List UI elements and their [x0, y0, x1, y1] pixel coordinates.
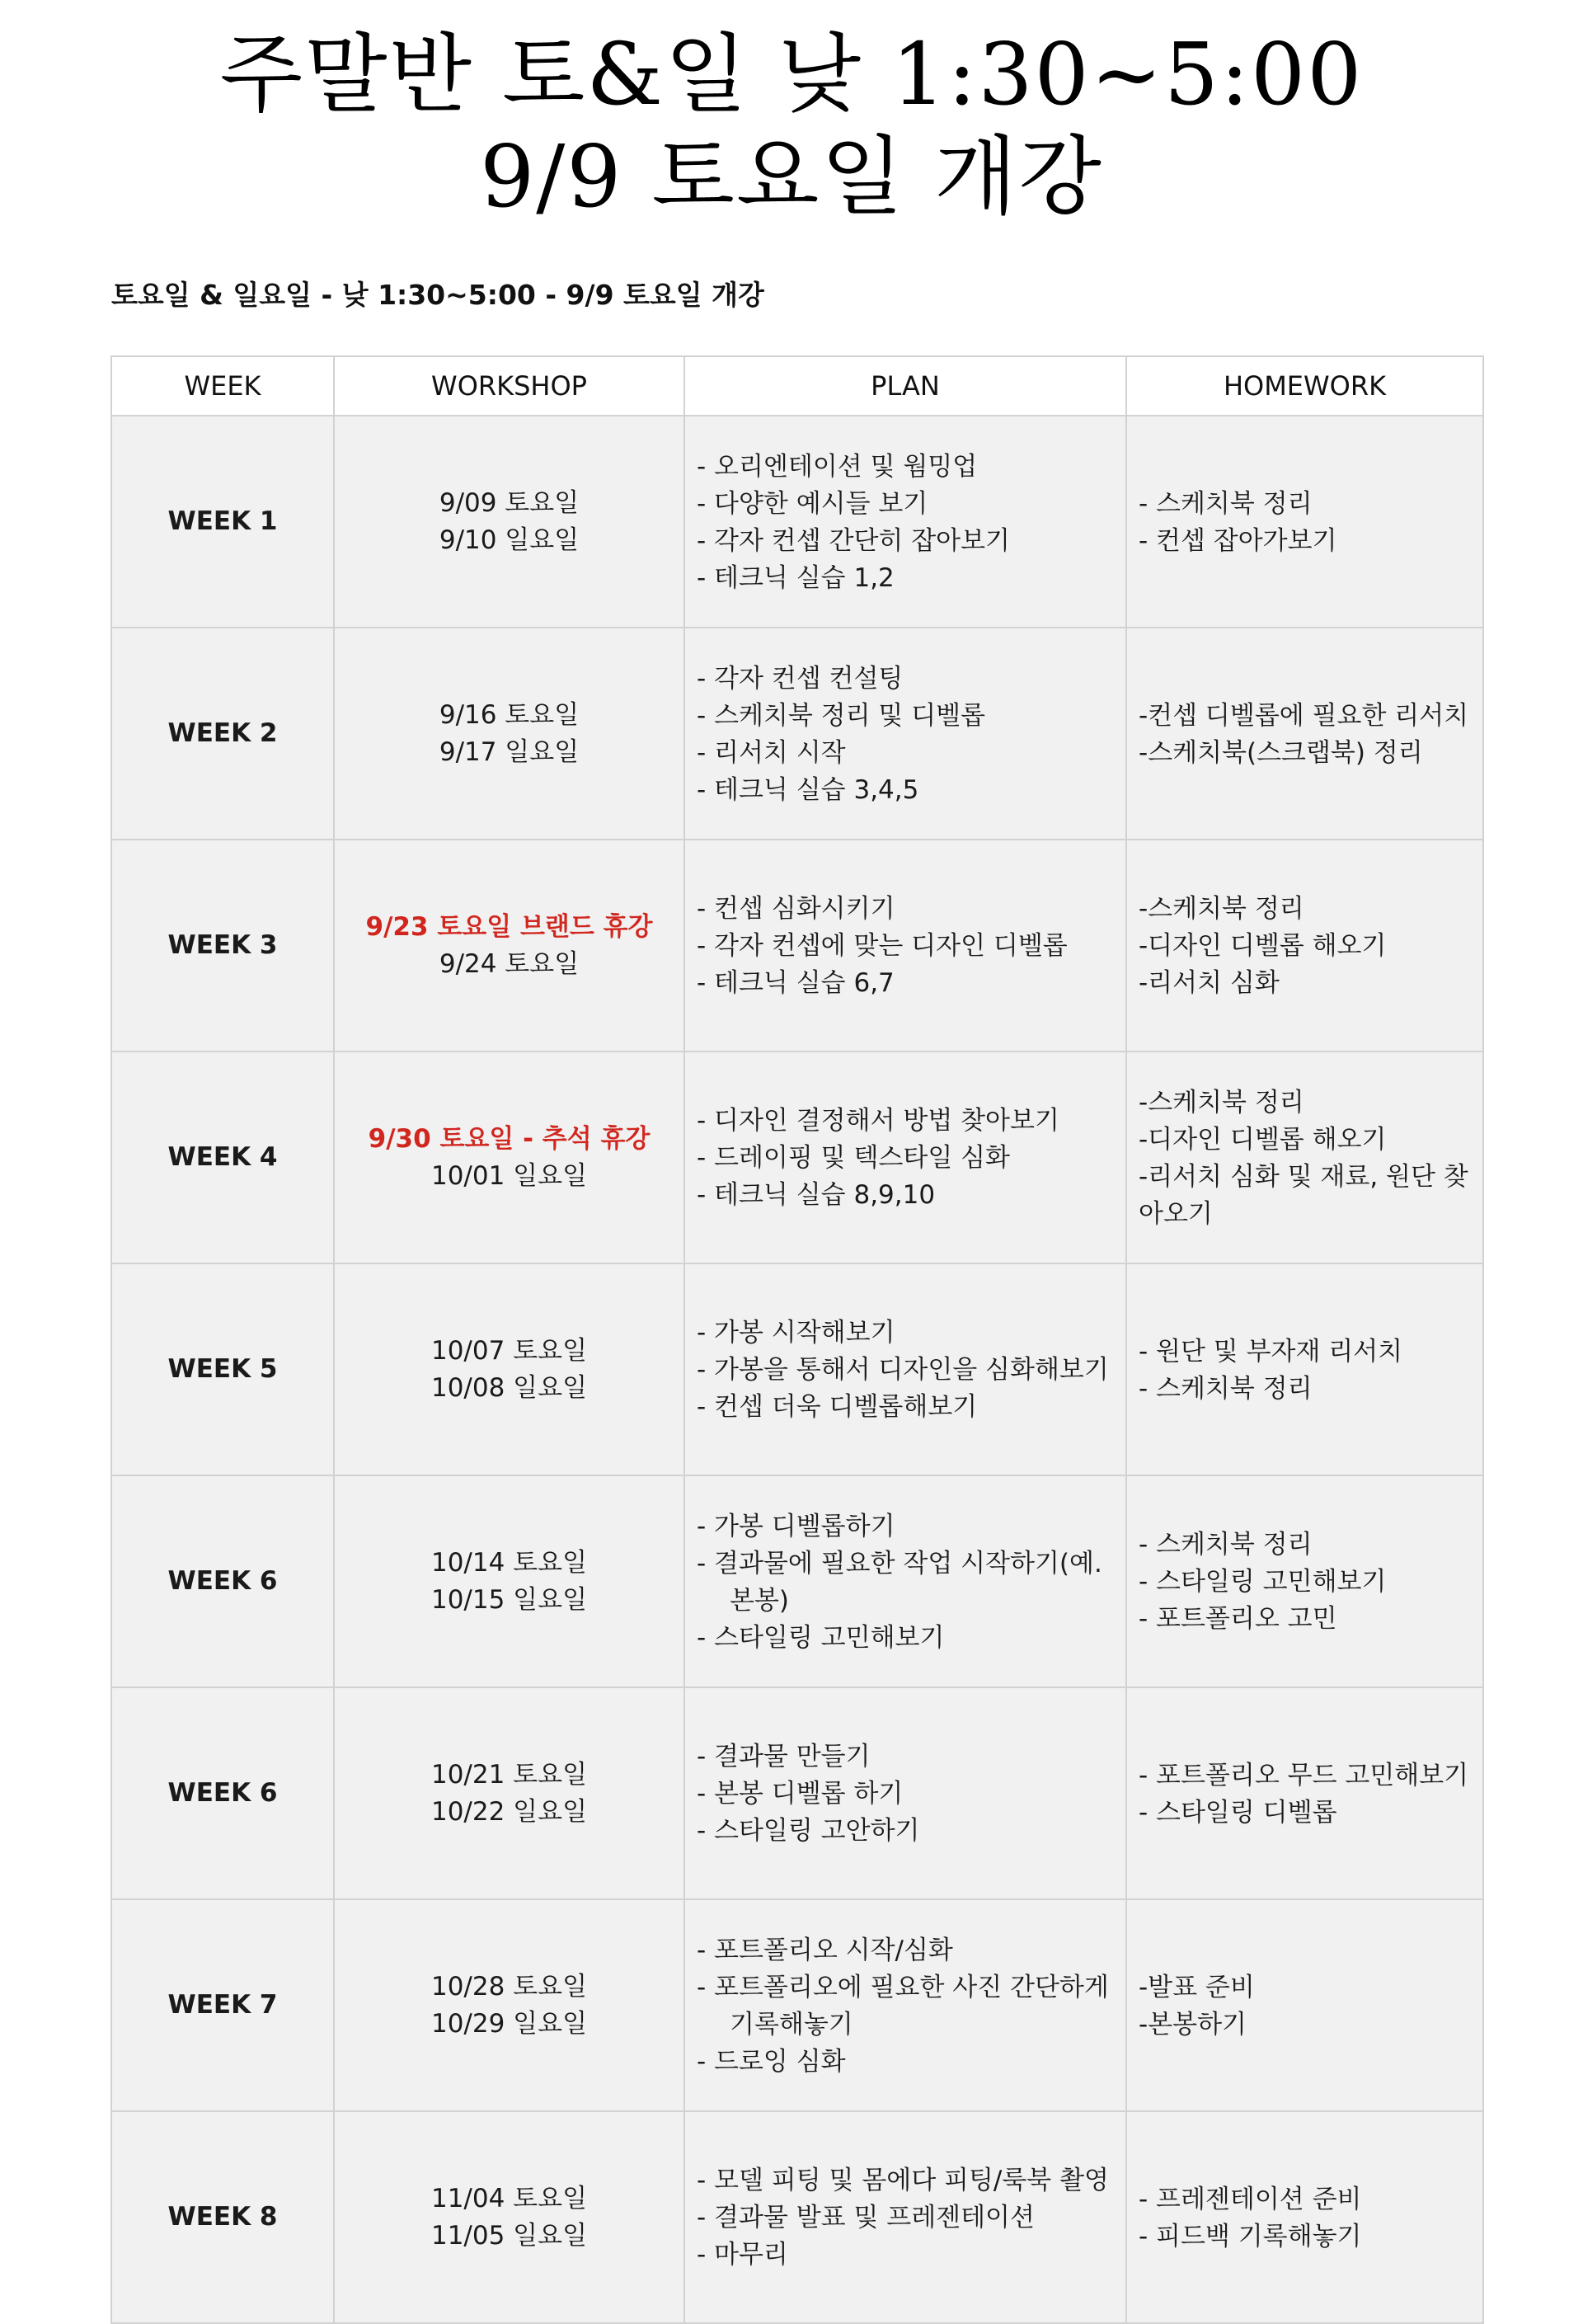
- workshop-date: 11/04 토요일: [430, 2183, 588, 2213]
- workshop-date: 10/21 토요일: [430, 1759, 588, 1790]
- plan-item: - 결과물에 필요한 작업 시작하기(예. 본봉): [697, 1548, 1102, 1616]
- plan-item: - 각자 컨셉 컨설팅: [697, 663, 904, 694]
- schedule-subtitle: 토요일 & 일요일 - 낮 1:30~5:00 - 9/9 토요일 개강: [111, 279, 764, 311]
- homework-item: - 스케치북 정리: [1139, 1373, 1313, 1404]
- workshop-cell: [334, 1475, 684, 1687]
- plan-cell: [684, 1475, 1126, 1687]
- plan-item: - 디자인 결정해서 방법 찾아보기: [697, 1106, 1059, 1136]
- workshop-date: 9/17 일요일: [439, 736, 580, 767]
- plan-item: - 오리엔테이션 및 웜밍업: [697, 451, 978, 482]
- workshop-date: 10/01 일요일: [430, 1160, 588, 1191]
- plan-item: - 본봉 디벨롭 하기: [697, 1779, 904, 1809]
- workshop-date: 9/09 토요일: [439, 487, 580, 518]
- table-row: [111, 2111, 1483, 2323]
- workshop-date: 10/14 토요일: [430, 1547, 588, 1578]
- plan-item: - 테크닉 실습 8,9,10: [697, 1180, 936, 1210]
- plan-cell: [684, 1263, 1126, 1475]
- workshop-date: 11/05 일요일: [430, 2220, 588, 2251]
- plan-item: - 스타일링 고안하기: [697, 1816, 920, 1846]
- table-row: [111, 416, 1483, 628]
- table-row: [111, 1051, 1483, 1263]
- homework-item: - 스타일링 디벨롭: [1139, 1797, 1337, 1828]
- workshop-cell: [334, 1687, 684, 1899]
- plan-item: - 가봉 디벨롭하기: [697, 1511, 895, 1541]
- homework-item: -컨셉 디벨롭에 필요한 리서치: [1139, 700, 1469, 731]
- workshop-cell: [334, 416, 684, 628]
- homework-item: -스케치북 정리: [1139, 1087, 1304, 1117]
- workshop-cell: [334, 628, 684, 840]
- homework-cell: [1126, 1687, 1483, 1899]
- week-cell: WEEK 5: [111, 1263, 334, 1475]
- homework-item: - 컨셉 잡아가보기: [1139, 525, 1337, 556]
- homework-item: - 스타일링 고민해보기: [1139, 1567, 1387, 1597]
- table-header-row: [111, 356, 1483, 416]
- homework-item: -디자인 디벨롭 해오기: [1139, 931, 1387, 961]
- plan-cell: [684, 2111, 1126, 2323]
- header-plan: PLAN: [684, 356, 1126, 416]
- plan-item: - 드레이핑 및 텍스타일 심화: [697, 1143, 1011, 1173]
- plan-cell: [684, 628, 1126, 840]
- homework-cell: [1126, 1475, 1483, 1687]
- plan-cell: [684, 1051, 1126, 1263]
- plan-item: - 테크닉 실습 1,2: [697, 562, 895, 593]
- plan-cell: [684, 1899, 1126, 2111]
- page-title: [0, 23, 1583, 228]
- plan-item: - 드로잉 심화: [697, 2046, 846, 2077]
- workshop-date: 10/28 토요일: [430, 1971, 588, 2002]
- homework-item: - 프레젠테이션 준비: [1139, 2184, 1362, 2214]
- week-cell: WEEK 6: [111, 1687, 334, 1899]
- homework-cell: [1126, 416, 1483, 628]
- homework-cell: [1126, 1051, 1483, 1263]
- workshop-date: 9/10 일요일: [439, 525, 580, 555]
- plan-item: - 가봉 시작해보기: [697, 1318, 895, 1348]
- plan-item: - 스케치북 정리 및 디벨롭: [697, 700, 986, 731]
- homework-item: -리서치 심화 및 재료, 원단 찾아오기: [1139, 1161, 1468, 1229]
- workshop-date: 9/16 토요일: [439, 699, 580, 730]
- homework-item: -디자인 디벨롭 해오기: [1139, 1124, 1387, 1155]
- workshop-date: 10/07 토요일: [430, 1335, 588, 1366]
- plan-item: - 다양한 예시들 보기: [697, 488, 928, 519]
- workshop-cell: [334, 1263, 684, 1475]
- table-row: [111, 1475, 1483, 1687]
- workshop-date: 10/29 일요일: [430, 2008, 588, 2039]
- plan-item: - 컨셉 심화시키기: [697, 894, 895, 924]
- plan-item: - 리서치 시작: [697, 737, 846, 768]
- table-row: [111, 1263, 1483, 1475]
- homework-item: -발표 준비: [1139, 1972, 1255, 2002]
- workshop-date: 10/22 일요일: [430, 1796, 588, 1827]
- homework-item: - 포트폴리오 고민: [1139, 1604, 1337, 1634]
- homework-item: - 스케치북 정리: [1139, 488, 1313, 519]
- workshop-cell: [334, 1899, 684, 2111]
- plan-item: - 결과물 발표 및 프레젠테이션: [697, 2203, 1035, 2232]
- homework-item: - 피드백 기록해놓기: [1139, 2221, 1362, 2251]
- week-cell: WEEK 2: [111, 628, 334, 840]
- plan-item: - 테크닉 실습 3,4,5: [697, 774, 919, 805]
- week-cell: WEEK 3: [111, 840, 334, 1051]
- plan-item: - 가봉을 통해서 디자인을 심화해보기: [697, 1355, 1109, 1385]
- workshop-cell: [334, 2111, 684, 2323]
- table-row: [111, 1899, 1483, 2111]
- workshop-cell: [334, 1051, 684, 1263]
- plan-item: - 각자 컨셉 간단히 잡아보기: [697, 525, 1011, 556]
- holiday-notice: 9/23 토요일 브랜드 휴강: [365, 911, 653, 942]
- homework-item: -스케치북 정리: [1139, 894, 1304, 924]
- table-row: [111, 1687, 1483, 1899]
- header-week: WEEK: [111, 356, 334, 416]
- homework-item: - 스케치북 정리: [1139, 1530, 1313, 1560]
- plan-item: - 결과물 만들기: [697, 1742, 871, 1771]
- plan-cell: [684, 416, 1126, 628]
- workshop-date: 10/15 일요일: [430, 1584, 588, 1615]
- header-homework: HOMEWORK: [1126, 356, 1483, 416]
- plan-cell: [684, 840, 1126, 1051]
- header-workshop: WORKSHOP: [334, 356, 684, 416]
- plan-item: - 포트폴리오 시작/심화: [697, 1935, 953, 1965]
- week-cell: WEEK 1: [111, 416, 334, 628]
- homework-cell: [1126, 840, 1483, 1051]
- homework-cell: [1126, 1263, 1483, 1475]
- homework-item: - 포트폴리오 무드 고민해보기: [1139, 1760, 1469, 1790]
- plan-cell: [684, 1687, 1126, 1899]
- homework-item: -리서치 심화: [1139, 968, 1280, 998]
- plan-item: - 모델 피팅 및 몸에다 피팅/룩북 촬영: [697, 2166, 1109, 2195]
- holiday-notice: 9/30 토요일 - 추석 휴강: [368, 1123, 651, 1154]
- homework-cell: [1126, 2111, 1483, 2323]
- plan-item: - 포트폴리오에 필요한 사진 간단하게 기록해놓기: [697, 1972, 1109, 2039]
- workshop-date: 10/08 일요일: [430, 1372, 588, 1403]
- homework-cell: [1126, 628, 1483, 840]
- title-line-1: 주말반 토&일 낮 1:30~5:00: [219, 24, 1364, 125]
- plan-item: - 컨셉 더욱 디벨롭해보기: [697, 1392, 978, 1422]
- schedule-table: [110, 355, 1484, 2324]
- workshop-date: 9/24 토요일: [439, 948, 580, 979]
- homework-item: -스케치북(스크랩북) 정리: [1139, 737, 1423, 768]
- homework-item: -본봉하기: [1139, 2009, 1247, 2039]
- table-row: [111, 840, 1483, 1051]
- plan-item: - 마무리: [697, 2240, 788, 2270]
- week-cell: WEEK 8: [111, 2111, 334, 2323]
- week-cell: WEEK 7: [111, 1899, 334, 2111]
- plan-item: - 각자 컨셉에 맞는 디자인 디벨롭: [697, 931, 1068, 961]
- workshop-cell: [334, 840, 684, 1051]
- title-line-2: 9/9 토요일 개강: [480, 126, 1103, 227]
- week-cell: WEEK 4: [111, 1051, 334, 1263]
- week-cell: WEEK 6: [111, 1475, 334, 1687]
- plan-item: - 테크닉 실습 6,7: [697, 968, 895, 998]
- plan-item: - 스타일링 고민해보기: [697, 1622, 945, 1653]
- table-row: [111, 628, 1483, 840]
- homework-item: - 원단 및 부자재 리서치: [1139, 1336, 1403, 1367]
- homework-cell: [1126, 1899, 1483, 2111]
